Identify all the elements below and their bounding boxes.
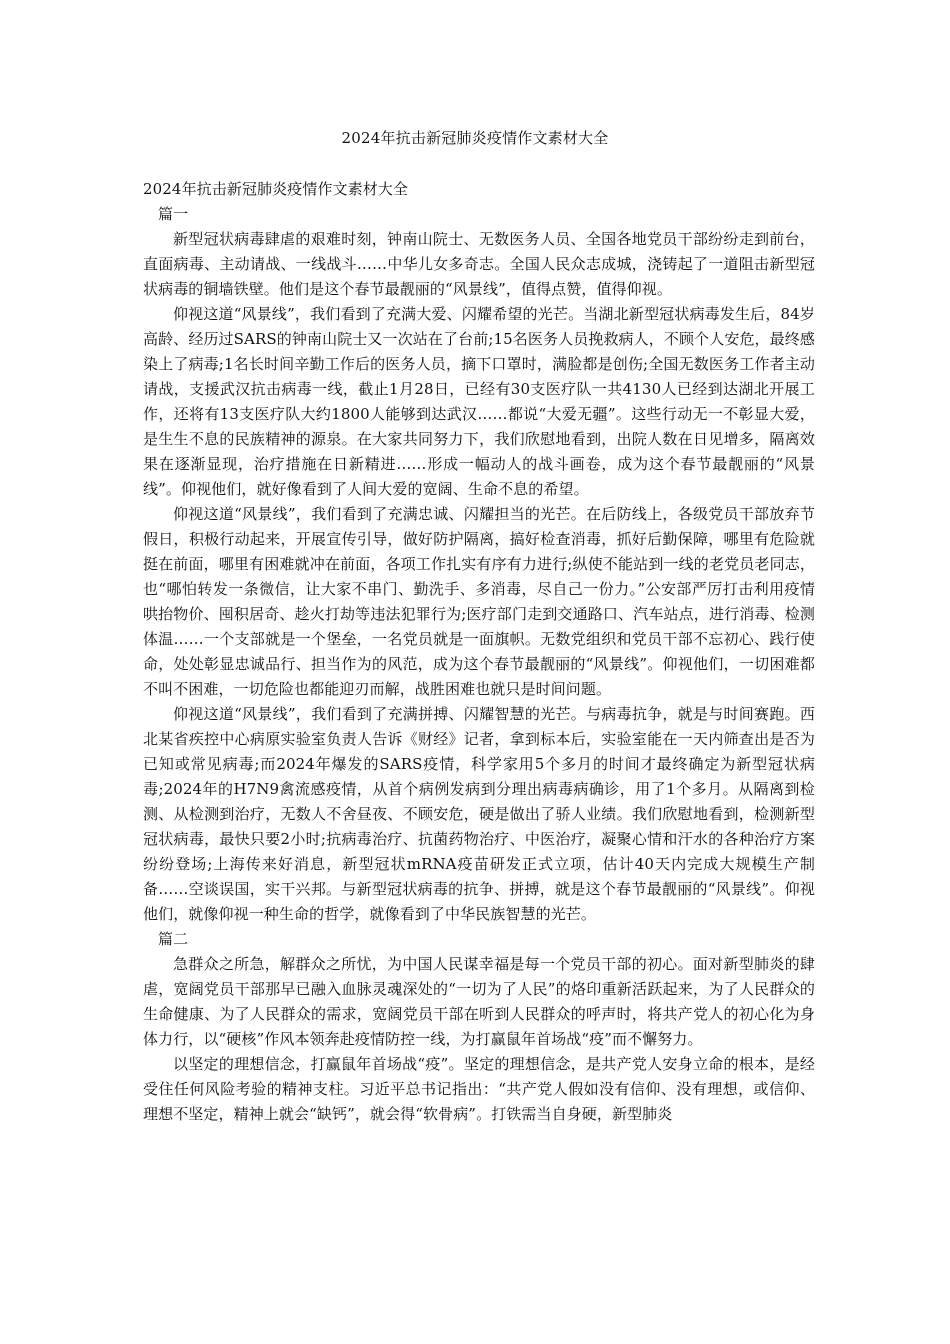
- paragraph: 仰视这道“风景线”，我们看到了充满大爱、闪耀希望的光芒。当湖北新型冠状病毒发生后，84岁高龄、经历过SARS的钟南山院士又一次站在了台前;15名医务人员挽救病人，不顾个人安危，最终感染上了病毒;1名长时间辛勤工作后的医务人员，摘下口罩时，满脸都是创伤;全国无数医务工作者主动请战，支援武汉抗击病毒一线，截止1月28日，已经有30支医疗队一共4130人已经到达湖北开展工作，还将有13支医疗队大约1800人能够到达武汉……都说“大爱无疆”。这些行动无一不彰显大爱，是生生不息的民族精神的源泉。在大家共同努力下，我们欣慰地看到，出院人数在日见增多，隔离效果在逐渐显现，治疗措施在日新精进……形成一幅动人的战斗画卷，成为这个春节最靓丽的“风景线”。仰视他们，就好像看到了人间大爱的宽阔、生命不息的希望。: [143, 305, 815, 498]
- paragraph: 仰视这道“风景线”，我们看到了充满忠诚、闪耀担当的光芒。在后防线上，各级党员干部放弃节假日，积极行动起来，开展宣传引导，做好防护隔离，搞好检查消毒，抓好后勤保障，哪里有危险就挺在前面，哪里有困难就冲在前面，各项工作扎实有序有力进行;纵使不能站到一线的老党员老同志，也“哪怕转发一条微信，让大家不串门、勤洗手、多消毒，尽自己一份力。”公安部严厉打击利用疫情哄抬物价、囤积居奇、趁火打劫等违法犯罪行为;医疗部门走到交通路口、汽车站点，进行消毒、检测体温……一个支部就是一个堡垒，一名党员就是一面旗帜。无数党组织和党员干部不忘初心、践行使命，处处彰显忠诚品行、担当作为的风范，成为这个春节最靓丽的“风景线”。仰视他们，一切困难都不叫不困难，一切危险也都能迎刃而解，战胜困难也就只是时间问题。: [143, 505, 815, 698]
- paragraph: 急群众之所急，解群众之所忧，为中国人民谋幸福是每一个党员干部的初心。面对新型肺炎的肆虐，宽阔党员干部那早已融入血脉灵魂深处的“一切为了人民”的烙印重新活跃起来，为了人民群众的生命健康、为了人民群众的需求，宽阔党员干部在听到人民群众的呼声时，将共产党人的初心化为身体力行，以“硬核”作风本领奔赴疫情防控一线，为打赢鼠年首场战“疫”而不懈努力。: [143, 955, 815, 1048]
- paragraph: 仰视这道“风景线”，我们看到了充满拼搏、闪耀智慧的光芒。与病毒抗争，就是与时间赛跑。西北某省疾控中心病原实验室负责人告诉《财经》记者，拿到标本后，实验室能在一天内筛查出是否为已知或常见病毒;而2024年爆发的SARS疫情，科学家用5个多月的时间才最终确定为新型冠状病毒;2024年的H7N9禽流感疫情，从首个病例发病到分理出病毒病确诊，用了1个多月。从隔离到检测、从检测到治疗，无数人不舍昼夜、不顾安危，硬是做出了骄人业绩。我们欣慰地看到，检测新型冠状病毒，最快只要2小时;抗病毒治疗、抗菌药物治疗、中医治疗，凝聚心情和汗水的各种治疗方案纷纷登场;上海传来好消息，新型冠状mRNA疫苗研发正式立项，估计40天内完成大规模生产制备……空谈误国，实干兴邦。与新型冠状病毒的抗争、拼搏，就是这个春节最靓丽的“风景线”。仰视他们，就像仰视一种生命的哲学，就像看到了中华民族智慧的光芒。: [143, 705, 815, 923]
- section-heading: 篇一: [158, 205, 189, 223]
- paragraph: 以坚定的理想信念，打赢鼠年首场战“疫”。坚定的理想信念，是共产党人安身立命的根本，是经受住任何风险考验的精神支柱。习近平总书记指出：“共产党人假如没有信仰、没有理想，或信仰、理想不坚定，精神上就会“缺钙”，就会得“软骨病”。打铁需当自身硬，新型肺炎: [143, 1055, 815, 1123]
- document-subtitle: 2024年抗击新冠肺炎疫情作文素材大全: [143, 180, 409, 198]
- document-body: [143, 177, 815, 1127]
- section-heading: 篇二: [158, 930, 189, 948]
- paragraph: 新型冠状病毒肆虐的艰难时刻，钟南山院士、无数医务人员、全国各地党员干部纷纷走到前台，直面病毒、主动请战、一线战斗……中华儿女多奇志。全国人民众志成城，浇铸起了一道阻击新型冠状病毒的铜墙铁壁。他们是这个春节最靓丽的“风景线”，值得点赞，值得仰视。: [143, 230, 815, 298]
- page-title: 2024年抗击新冠肺炎疫情作文素材大全: [341, 129, 609, 147]
